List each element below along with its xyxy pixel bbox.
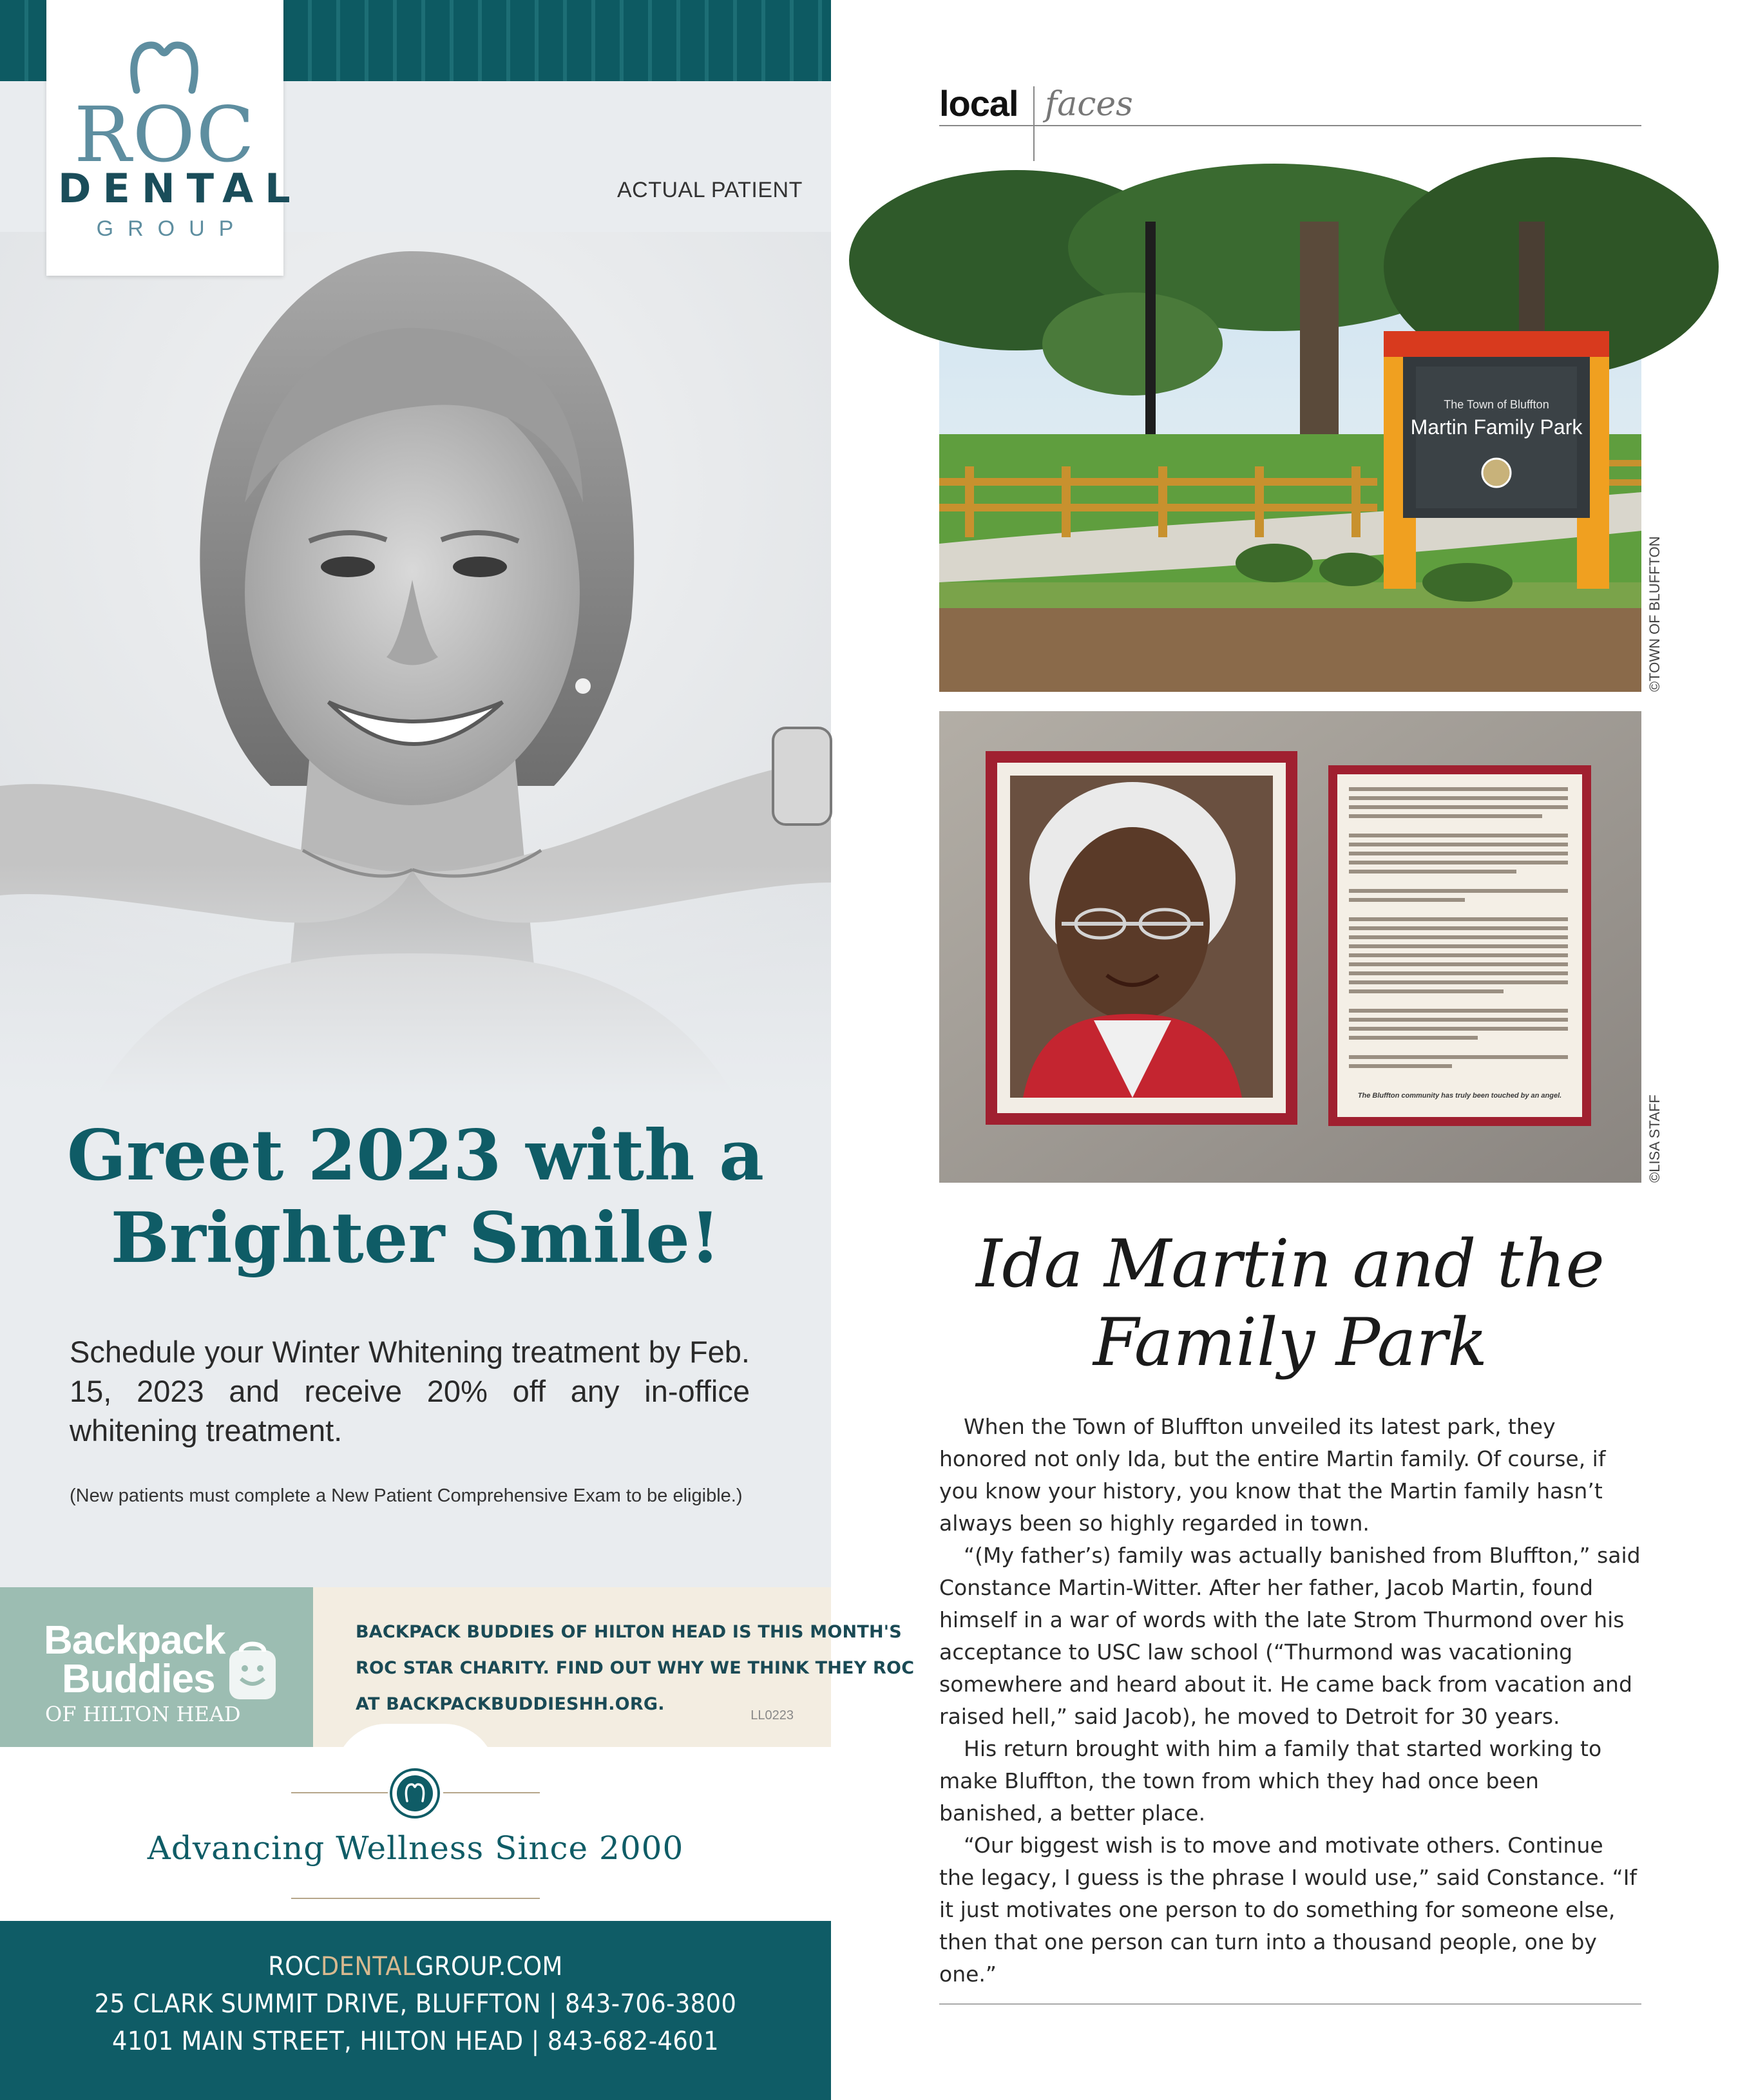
- article-paragraph: His return brought with him a family that started working to make Bluffton, the town from which they had once been banished, a better place.: [939, 1736, 1602, 1826]
- article-body: [939, 1411, 1641, 1990]
- sign-line-2: Martin Family Park: [1410, 415, 1583, 439]
- article-paragraph: “Our biggest wish is to move and motivate others. Continue the legacy, I guess is the phrase I would use,” said Constance. “If it just motivates one person to do something for someone else, then that one person can turn into a thousand people, one by one.”: [939, 1833, 1638, 1987]
- divider-line: [291, 1898, 540, 1899]
- offer-text: Schedule your Winter Whitening treatment by Feb. 15, 2023 and receive 20% off any in-office whitening treatment.: [70, 1335, 750, 1447]
- memorial-plaque-photo: [939, 711, 1641, 1183]
- article-end-rule: [939, 2003, 1641, 2005]
- logo-group-text: GROUP: [96, 216, 248, 241]
- article-title: [939, 1225, 1641, 1382]
- address-hilton-head: 4101 MAIN STREET, HILTON HEAD | 843-682-4601: [112, 2027, 719, 2056]
- title-line-1: Ida Martin and the: [976, 1226, 1605, 1303]
- bb-logo-line-3: OF HILTON HEAD: [45, 1702, 241, 1726]
- charity-line-1: BACKPACK BUDDIES OF HILTON HEAD IS THIS MONTH'S: [356, 1622, 902, 1642]
- backpack-buddies-logo: [0, 1587, 313, 1747]
- contact-band: [0, 1921, 831, 2100]
- website[interactable]: [33, 1952, 798, 1981]
- park-sign-photo: [939, 222, 1641, 692]
- charity-line-3: AT BACKPACKBUDDIESHH.ORG.: [356, 1694, 665, 1714]
- website-part: GROUP.COM: [415, 1952, 563, 1981]
- divider-line: [443, 1792, 540, 1793]
- section-divider: [1033, 86, 1035, 161]
- divider-line: [291, 1792, 388, 1793]
- backpack-icon: [225, 1637, 280, 1702]
- article-paragraph: “(My father’s) family was actually banished from Bluffton,” said Constance Martin-Witter. After her father, Jacob Martin, found himself in a war of words with the late Strom Thurmond over his acceptance to USC law school (“Thurmond was vacationing somewhere and heard about it. He came back from vacation and raised hell,” said Jacob), he moved to Detroit for 30 years.: [939, 1543, 1641, 1729]
- bb-logo-line-1: Backpack: [44, 1618, 225, 1663]
- section-sub-label: faces: [1045, 85, 1133, 124]
- photo-credit: ©TOWN OF BLUFFTON: [1647, 536, 1663, 692]
- article-paragraph: When the Town of Bluffton unveiled its latest park, they honored not only Ida, but the entire Martin family. Of course, if you know your history, you know that the Martin family hasn’t always been so highly regarded in town.: [939, 1414, 1606, 1536]
- title-line-2: Family Park: [1093, 1304, 1488, 1381]
- ad-tagline: Advancing Wellness Since 2000: [147, 1829, 684, 1867]
- patient-portrait: [0, 232, 831, 1095]
- plaque-closing-line: The Bluffton community has truly been touched by an angel.: [1357, 1092, 1562, 1100]
- charity-band: [0, 1587, 915, 1747]
- section-label: local: [939, 83, 1018, 124]
- tooth-icon: [129, 39, 200, 97]
- fineprint: (New patients must complete a New Patient Comprehensive Exam to be eligible.): [70, 1485, 743, 1506]
- headline-line-2: Brighter Smile!: [110, 1198, 721, 1279]
- charity-message: [356, 1614, 915, 1723]
- ad-code: LL0223: [750, 1708, 794, 1723]
- logo-roc-text: ROC: [74, 90, 256, 179]
- town-seal-icon: [1482, 459, 1511, 487]
- section-rule: [939, 125, 1641, 126]
- tooth-emblem-icon: [389, 1768, 441, 1819]
- actual-patient-label: ACTUAL PATIENT: [617, 178, 803, 202]
- ad-headline: [0, 1114, 831, 1279]
- headline-line-1: Greet 2023 with a: [66, 1115, 765, 1196]
- charity-line-2: ROC STAR CHARITY. FIND OUT WHY WE THINK THEY ROC: [356, 1658, 915, 1678]
- roc-dental-logo: [46, 0, 302, 276]
- website-part: ROC: [268, 1952, 321, 1981]
- address-bluffton: 25 CLARK SUMMIT DRIVE, BLUFFTON | 843-706-3800: [94, 1989, 737, 2019]
- sign-line-1: The Town of Bluffton: [1444, 398, 1549, 411]
- website-part-highlight: DENTAL: [320, 1952, 416, 1981]
- logo-dental-text: DENTAL: [58, 165, 302, 212]
- photo-credit: ©LISA STAFF: [1647, 1094, 1663, 1183]
- bb-logo-line-2: Buddies: [62, 1657, 215, 1701]
